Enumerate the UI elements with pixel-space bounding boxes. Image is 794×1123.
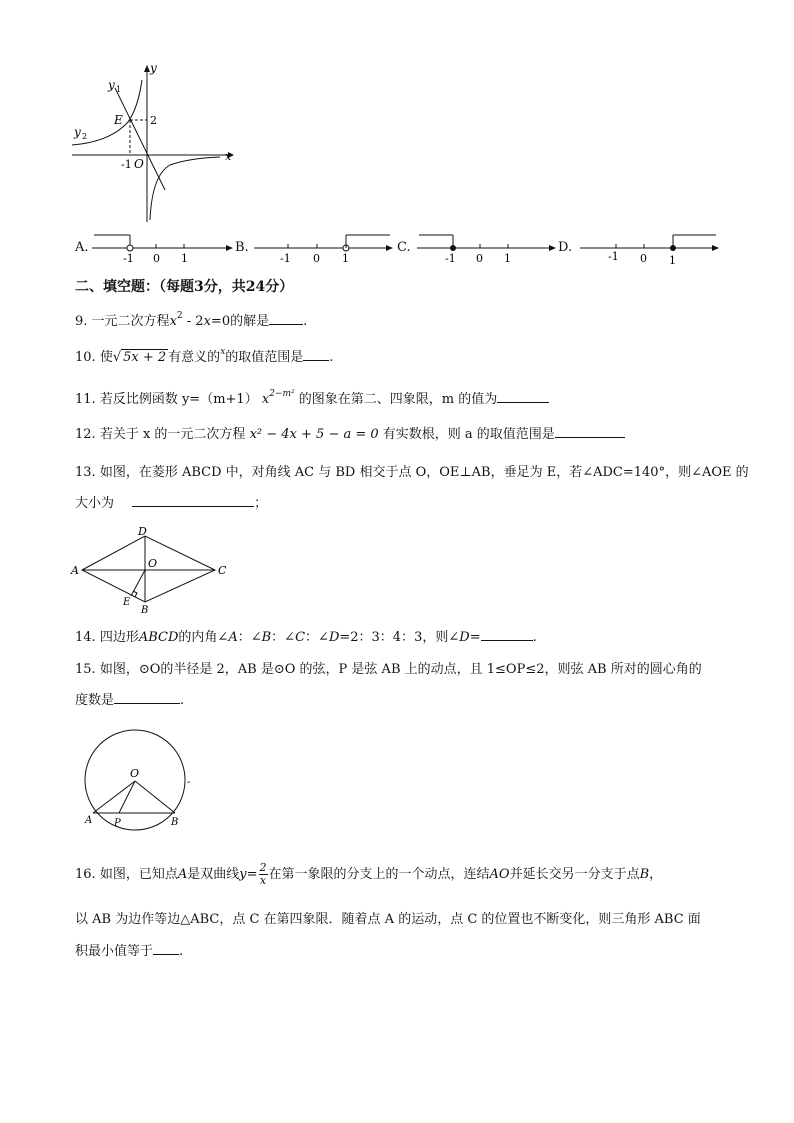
svg-text:1: 1 <box>116 85 122 94</box>
y-axis-label: y <box>150 61 157 75</box>
svg-text:B: B <box>171 817 179 828</box>
point-e-label: E <box>114 113 123 127</box>
svg-text:A: A <box>71 564 79 577</box>
question-9: 9. 一元二次方程$x^2 - 2x=0$的解是 . <box>75 311 308 329</box>
svg-text:y: y <box>74 125 81 139</box>
svg-text:D: D <box>138 525 147 538</box>
x-axis-label: x <box>225 150 232 163</box>
svg-text:O: O <box>130 767 140 780</box>
svg-text:1: 1 <box>504 252 511 264</box>
line-y1 <box>115 88 165 190</box>
answer-blank-11[interactable] <box>497 390 549 403</box>
svg-text:2: 2 <box>82 132 88 141</box>
option-a-label[interactable]: A. <box>75 240 89 255</box>
question-15-line2: 度数是 . <box>75 693 185 708</box>
question-13-line1: 13. 如图，在菱形 ABCD 中，对角线 AC 与 BD 相交于点 O，OE⊥AB，垂足为 E，若∠ADC=140°，则∠AOE 的 <box>75 465 749 480</box>
question-16-line3: 积最小值等于 . <box>75 944 184 959</box>
question-16-line1: 16. 如图，已知点A是双曲线y= $\frac{2}{x}$ 在第一象限的分支上的一个动点，连结AO并延长交另一分支于点B， <box>75 861 663 887</box>
question-12: 12. 若关于 x 的一元二次方程 x² − 4x + 5 − a = 0 有实数根，则 a 的取值范围是 <box>75 425 625 445</box>
option-d-label[interactable]: D. <box>558 240 573 255</box>
question-10: 10. 使√ 5x + 2 有意义的$^x$的取值范围是 . <box>75 347 334 365</box>
answer-blank-16[interactable] <box>153 942 179 955</box>
function-graph <box>70 60 240 230</box>
svg-text:-1: -1 <box>608 250 619 263</box>
svg-text:0: 0 <box>153 252 160 264</box>
option-b-numberline[interactable] <box>252 230 397 264</box>
svg-text:y: y <box>108 78 115 92</box>
option-c-label[interactable]: C. <box>397 240 411 255</box>
option-b-label[interactable]: B. <box>235 240 249 255</box>
svg-text:E: E <box>123 597 131 608</box>
fraction-2-over-x: $\frac{2}{x}$ <box>259 861 267 887</box>
svg-text:P: P <box>114 818 121 829</box>
svg-text:-1: -1 <box>445 252 456 264</box>
svg-text:O: O <box>148 557 158 570</box>
section-title: 二、填空题：（每题3分，共24分） <box>75 279 294 295</box>
svg-text:1: 1 <box>342 252 349 264</box>
answer-blank-14[interactable] <box>481 628 533 641</box>
svg-text:0: 0 <box>313 252 320 264</box>
question-16-line2: 以 AB 为边作等边△ABC，点 C 在第四象限．随着点 A 的运动，点 C 的位置也不断变化，则三角形 ABC 面 <box>75 912 701 927</box>
rhombus-figure <box>70 524 230 616</box>
svg-text:-1: -1 <box>121 158 132 171</box>
question-15-line1: 15. 如图，⊙O的半径是 2，AB 是⊙O 的弦，P 是弦 AB 上的动点，且 1≤OP≤2，则弦 AB 所对的圆心角的 <box>75 662 702 677</box>
svg-text:-1: -1 <box>123 252 134 264</box>
svg-text:1: 1 <box>669 254 676 264</box>
svg-text:-: - <box>187 777 191 788</box>
answer-blank-9[interactable] <box>269 312 303 325</box>
svg-text:0: 0 <box>640 252 647 264</box>
hyperbola-y2-right <box>150 157 220 220</box>
answer-blank-10[interactable] <box>303 348 329 361</box>
svg-text:0: 0 <box>476 252 483 264</box>
answer-blank-12[interactable] <box>555 425 625 438</box>
svg-text:A: A <box>85 815 93 826</box>
origin-label: O <box>134 157 144 171</box>
circle-figure <box>75 725 205 833</box>
question-14: 14. 四边形ABCD的内角∠A：∠B：∠C：∠D=2：3：4：3，则∠D= . <box>75 630 537 645</box>
svg-text:C: C <box>218 564 227 577</box>
svg-text:2: 2 <box>150 114 157 127</box>
svg-text:-1: -1 <box>280 252 291 264</box>
question-13-line2: 大小为 ； <box>75 496 268 511</box>
answer-blank-13[interactable] <box>132 494 254 507</box>
answer-blank-15[interactable] <box>114 691 180 704</box>
option-c-numberline[interactable] <box>415 230 560 264</box>
option-d-numberline[interactable] <box>578 230 723 264</box>
svg-text:1: 1 <box>181 252 188 264</box>
svg-text:B: B <box>141 605 149 616</box>
option-a-numberline[interactable] <box>90 230 235 264</box>
question-11: 11. 若反比例函数 y=（m+1） $x^{2-m^2}$ 的图象在第二、四象限，m 的值为 <box>75 384 549 410</box>
